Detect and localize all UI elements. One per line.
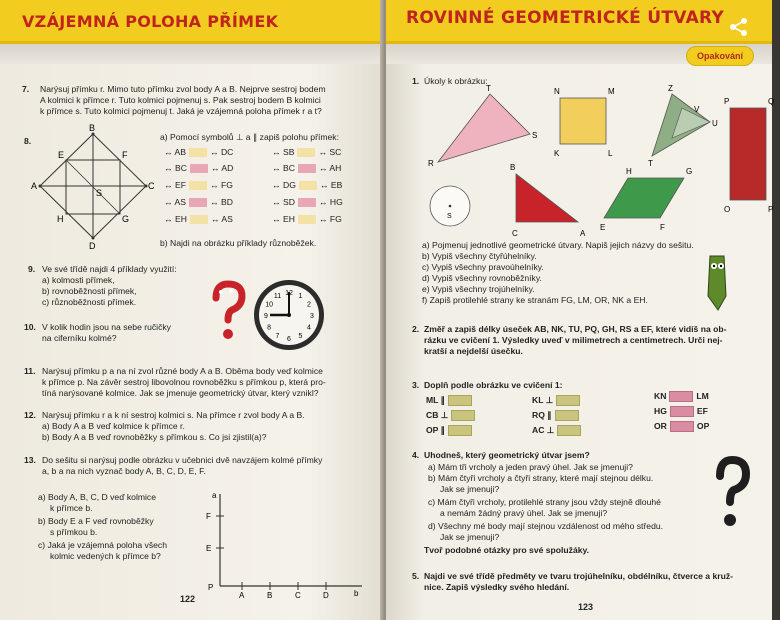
clock-numeral: 4 <box>306 324 311 332</box>
pair-left: ↔ AS <box>164 197 186 207</box>
left-page-title: VZÁJEMNÁ POLOHA PŘÍMEK <box>22 12 279 31</box>
label-d: D <box>89 241 96 251</box>
label-e: E <box>600 223 606 232</box>
task-c: c) Vypiš všechny pravoúhelníky. <box>422 262 544 272</box>
exercise-line: k přímce p. Na závěr sestroj libovolnou rovnoběžku s přímkou p, která pro- <box>42 377 326 387</box>
exercise-line: a) Body A a B veď kolmice k přímce r. <box>42 421 185 431</box>
answer-box[interactable] <box>556 395 580 406</box>
label-b: B <box>89 123 96 133</box>
clock-numeral: 3 <box>310 313 314 320</box>
task-d: d) Vypiš všechny rovnoběžníky. <box>422 273 542 283</box>
shapes-figure <box>420 82 780 240</box>
share-icon[interactable] <box>728 16 750 38</box>
exercise-number: 7. <box>22 84 30 94</box>
task-b: b) Vypiš všechny čtyřúhelníky. <box>422 251 537 261</box>
clock-numeral: 9 <box>264 313 268 320</box>
exercise-line: kratší a nejdelší úsečku. <box>424 346 523 356</box>
exercise-line: nice. Zapiš výsledky svého hledání. <box>424 582 570 592</box>
answer-box[interactable] <box>448 395 472 406</box>
review-badge: Opakování <box>686 46 754 66</box>
label-a: A <box>31 181 38 191</box>
exercise-number: 5. <box>412 571 420 581</box>
answer-box[interactable] <box>299 181 317 190</box>
fill-label: OP ∥ <box>426 425 445 435</box>
clock-numeral: 1 <box>298 293 303 301</box>
fill-row <box>426 425 475 436</box>
pair-row <box>272 197 343 207</box>
pair-row <box>164 214 233 224</box>
exercise-line: c) různoběžnosti přímek. <box>42 297 137 307</box>
fill-label: OP <box>696 421 710 431</box>
left-page <box>0 0 384 620</box>
axis-label-b-point: B <box>267 591 273 600</box>
right-header-bar <box>386 0 772 44</box>
exercise-line: a) kolmosti přímek, <box>42 275 115 285</box>
pair-row <box>272 214 342 224</box>
clock-numeral: 8 <box>267 324 272 332</box>
pair-row <box>272 180 342 190</box>
label-s-circle: S <box>447 213 452 220</box>
answer-box[interactable] <box>189 148 207 157</box>
label-k: K <box>554 149 560 158</box>
pair-left: ↔ SD <box>272 197 295 207</box>
exercise-item: a) Body A, B, C, D veď kolmice <box>38 492 156 502</box>
label-q: Q <box>768 97 775 106</box>
exercise-line: Narýsuj přímku r. Mimo tuto přímku zvol body A a B. Nejprve sestroj bodem <box>40 84 326 94</box>
question-mark-icon <box>206 280 250 342</box>
axis-label-e: E <box>206 544 212 553</box>
exercise-line: Jak se jmenuji? <box>440 532 500 542</box>
exercise-number: 1. <box>412 76 420 86</box>
fill-label: LM <box>696 391 709 401</box>
pair-left: ↔ BC <box>272 163 295 173</box>
right-page-title: ROVINNÉ GEOMETRICKÉ ÚTVARY <box>406 8 725 28</box>
label-e: E <box>58 150 65 160</box>
exercise-line: na ciferníku kolmé? <box>42 333 117 343</box>
exercise-line: Narýsuj přímku p a na ní zvol různé body A a B. Oběma body veď kolmice <box>42 366 323 376</box>
answer-box[interactable] <box>669 391 693 402</box>
exercise-line: Ve své třídě najdi 4 příklady využití: <box>42 264 177 274</box>
label-h: H <box>57 214 64 224</box>
exercise-number: 12. <box>24 410 36 420</box>
label-c: C <box>148 181 155 191</box>
exercise-item: kolmic vedených k přímce b? <box>50 551 161 561</box>
pair-right: ↔ BD <box>209 197 233 207</box>
exercise-number: 9. <box>28 264 36 274</box>
exercise-item: b) Body E a F veď rovnoběžky <box>38 516 154 526</box>
exercise-line: Změř a zapiš délky úseček AB, NK, TU, PQ, GH, RS a EF, které vidíš na ob- <box>424 324 727 334</box>
exercise-line: a nemám žádný pravý úhel. Jak se jmenuji? <box>440 508 608 518</box>
pair-left: ↔ EH <box>272 214 295 224</box>
label-o: O <box>724 205 731 214</box>
pair-right: ↔ AD <box>210 163 234 173</box>
exercise-line: k přímce s. Tuto kolmici pojmenuj t. Jaká je vzájemná poloha přímek r a t? <box>40 106 322 116</box>
label-m: M <box>608 87 615 96</box>
label-h: H <box>626 167 632 176</box>
label-u: U <box>712 119 718 128</box>
pair-left: ↔ EH <box>164 214 187 224</box>
label-s: S <box>532 131 538 140</box>
pair-right: ↔ SC <box>318 147 342 157</box>
exercise-title: Úkoly k obrázku: <box>424 76 488 86</box>
label-g: G <box>686 167 693 176</box>
clock-face <box>252 278 326 352</box>
clock-numeral: 2 <box>306 301 311 309</box>
exercise-line: Najdi ve své třídě předměty ve tvaru trojúhelníku, obdélníku, čtverce a kruž- <box>424 571 733 581</box>
pair-right: ↔ AH <box>318 163 342 173</box>
exercise-title: Doplň podle obrázku ve cvičení 1: <box>424 380 563 390</box>
pair-right: ↔ AS <box>210 214 233 224</box>
exercise-line: Jak se jmenuji? <box>440 484 500 494</box>
answer-box[interactable] <box>190 215 208 224</box>
exercise-line: Do sešitu si narýsuj podle obrázku v učebnici dvě navzájem kolmé přímky <box>42 455 323 465</box>
answer-box[interactable] <box>451 410 475 421</box>
clock <box>252 278 326 352</box>
pair-right: ↔ FG <box>318 214 342 224</box>
exercise-line: b) Body A a B veď rovnoběžky s přímkou s. Co jsi zjistil(a)? <box>42 432 267 442</box>
answer-box[interactable] <box>298 198 316 207</box>
label-g: G <box>122 214 130 224</box>
exercise-number: 8. <box>24 136 32 146</box>
fill-row <box>426 395 475 406</box>
pair-left: ↔ SB <box>272 147 295 157</box>
answer-box[interactable] <box>298 215 316 224</box>
axis-label-c-point: C <box>295 591 301 600</box>
task-a: a) Pojmenuj jednotlivé geometrické útvary. Napiš jejich názvy do sešitu. <box>422 240 694 250</box>
axis-label-f: F <box>206 512 211 521</box>
clock-numeral: 5 <box>298 332 303 340</box>
axis-label-a: a <box>212 491 217 500</box>
label-t: T <box>486 84 491 93</box>
exercise-line: rázku ve cvičení 1. Výsledky uveď v milimetrech a centimetrech. Urči nej- <box>424 335 723 345</box>
exercise-line: c) Mám čtyři vrcholy, protilehlé strany jsou vždy stejně dlouhé <box>428 497 661 507</box>
exercise-line: Uhodneš, který geometrický útvar jsem? <box>424 450 590 460</box>
pair-left: ↔ DG <box>272 180 296 190</box>
answer-box[interactable] <box>670 421 694 432</box>
axis-label-b: b <box>354 589 359 598</box>
fill-label: OR <box>654 421 667 431</box>
label-p: P <box>724 97 730 106</box>
question-mark-icon <box>712 456 752 530</box>
diamond-diagram <box>30 124 156 252</box>
task-e: e) Vypiš všechny trojúhelníky. <box>422 284 535 294</box>
clock-numeral: 6 <box>287 336 291 343</box>
right-page <box>386 0 775 620</box>
answer-box[interactable] <box>298 164 316 173</box>
pencil-mascot-icon <box>700 252 736 312</box>
exercise-line: A kolmici k přímce r. Tuto kolmici pojmenuj s. Pak sestroj bodem B kolmici <box>40 95 321 105</box>
pair-right: ↔ HG <box>318 197 343 207</box>
clock-numeral: 11 <box>273 293 282 301</box>
fill-label: EF <box>696 406 708 416</box>
axis-label-d-point: D <box>323 591 329 600</box>
pair-row <box>272 163 341 173</box>
label-f: F <box>660 223 665 232</box>
exercise-number: 4. <box>412 450 420 460</box>
axis-label-a-point: A <box>239 591 245 600</box>
exercise-number: 13. <box>24 455 36 465</box>
exercise-line: b) Mám čtyři vrcholy a čtyři strany, které mají stejnou délku. <box>428 473 654 483</box>
exercise-line: V kolik hodin jsou na sebe ručičky <box>42 322 171 332</box>
exercise-item: k přímce b. <box>50 503 93 513</box>
pair-right: ↔ FG <box>209 180 233 190</box>
fill-row <box>654 406 708 417</box>
pair-row <box>164 147 233 157</box>
pair-left: ↔ EF <box>164 180 186 190</box>
task-f: f) Zapiš protilehlé strany ke stranám FG, LM, OR, NK a EH. <box>422 295 648 305</box>
label-b: B <box>510 163 516 172</box>
label-p2: P <box>768 205 774 214</box>
label-l: L <box>608 149 613 158</box>
fill-row <box>654 421 709 432</box>
exercise-number: 11. <box>24 366 36 376</box>
exercise-number: 2. <box>412 324 420 334</box>
label-n: N <box>554 87 560 96</box>
exercise-line: Narýsuj přímku r a k ní sestroj kolmici s. Na přímce r zvol body A a B. <box>42 410 305 420</box>
left-header-shadow <box>0 44 384 64</box>
fill-label: ML ∥ <box>426 395 445 405</box>
fill-row <box>532 395 583 406</box>
fill-label: KL ⊥ <box>532 395 554 405</box>
exercise-8a-title: a) Pomocí symbolů ⊥ a ∥ zapiš polohu přímek: <box>160 132 339 142</box>
answer-box[interactable] <box>190 164 208 173</box>
fill-label: AC ⊥ <box>532 425 555 435</box>
clock-numeral: 10 <box>265 301 273 309</box>
label-t2: T <box>648 159 653 168</box>
fill-row <box>426 410 478 421</box>
answer-box[interactable] <box>555 410 579 421</box>
pair-right: ↔ EB <box>319 180 343 190</box>
fill-label: CB ⊥ <box>426 410 449 420</box>
exercise-line: d) Všechny mé body mají stejnou vzdálenost od mého středu. <box>428 521 664 531</box>
answer-box[interactable] <box>448 425 472 436</box>
answer-box[interactable] <box>557 425 581 436</box>
clock-numeral: 12 <box>285 290 293 297</box>
right-page-number: 123 <box>578 602 594 612</box>
label-s: S <box>96 188 103 198</box>
pair-row <box>272 147 341 157</box>
axis-label-p: P <box>208 583 214 592</box>
fill-label: HG <box>654 406 667 416</box>
clock-numeral: 7 <box>275 332 280 340</box>
answer-box[interactable] <box>670 406 694 417</box>
pair-row <box>164 180 233 190</box>
exercise-8b: b) Najdi na obrázku příklady různoběžek. <box>160 238 317 248</box>
fill-row <box>532 410 582 421</box>
label-v: V <box>694 105 700 114</box>
label-r: R <box>428 159 434 168</box>
fill-label: KN <box>654 391 667 401</box>
pair-left: ↔ BC <box>164 163 187 173</box>
answer-box[interactable] <box>297 148 315 157</box>
label-a: A <box>580 229 586 238</box>
exercise-line: a, b a na nich vyznač body A, B, C, D, E, F. <box>42 466 206 476</box>
label-z: Z <box>668 84 673 93</box>
label-f: F <box>122 150 128 160</box>
exercise-item: s přímkou b. <box>50 527 98 537</box>
answer-box[interactable] <box>189 198 207 207</box>
exercise-line: tíná narýsované kolmice. Jak se jmenuje geometrický útvar, který vznikl? <box>42 388 319 398</box>
left-page-number: 122 <box>180 594 196 604</box>
label-c: C <box>512 229 518 238</box>
pair-row <box>164 197 233 207</box>
fill-label: RQ ∥ <box>532 410 552 420</box>
pair-right: ↔ DC <box>209 147 234 157</box>
fill-row <box>532 425 584 436</box>
pair-row <box>164 163 233 173</box>
exercise-line: a) Mám tři vrcholy a jeden pravý úhel. Jak se jmenuji? <box>428 462 633 472</box>
fill-row <box>654 391 709 402</box>
exercise-line: b) rovnoběžnosti přímek, <box>42 286 137 296</box>
exercise-line: Tvoř podobné otázky pro své spolužáky. <box>424 545 590 555</box>
answer-box[interactable] <box>189 181 207 190</box>
exercise-item: c) Jaká je vzájemná poloha všech <box>38 540 167 550</box>
left-header-bar <box>0 0 384 44</box>
exercise-number: 3. <box>412 380 420 390</box>
exercise-number: 10. <box>24 322 36 332</box>
axis-diagram <box>202 486 370 598</box>
pair-left: ↔ AB <box>164 147 186 157</box>
